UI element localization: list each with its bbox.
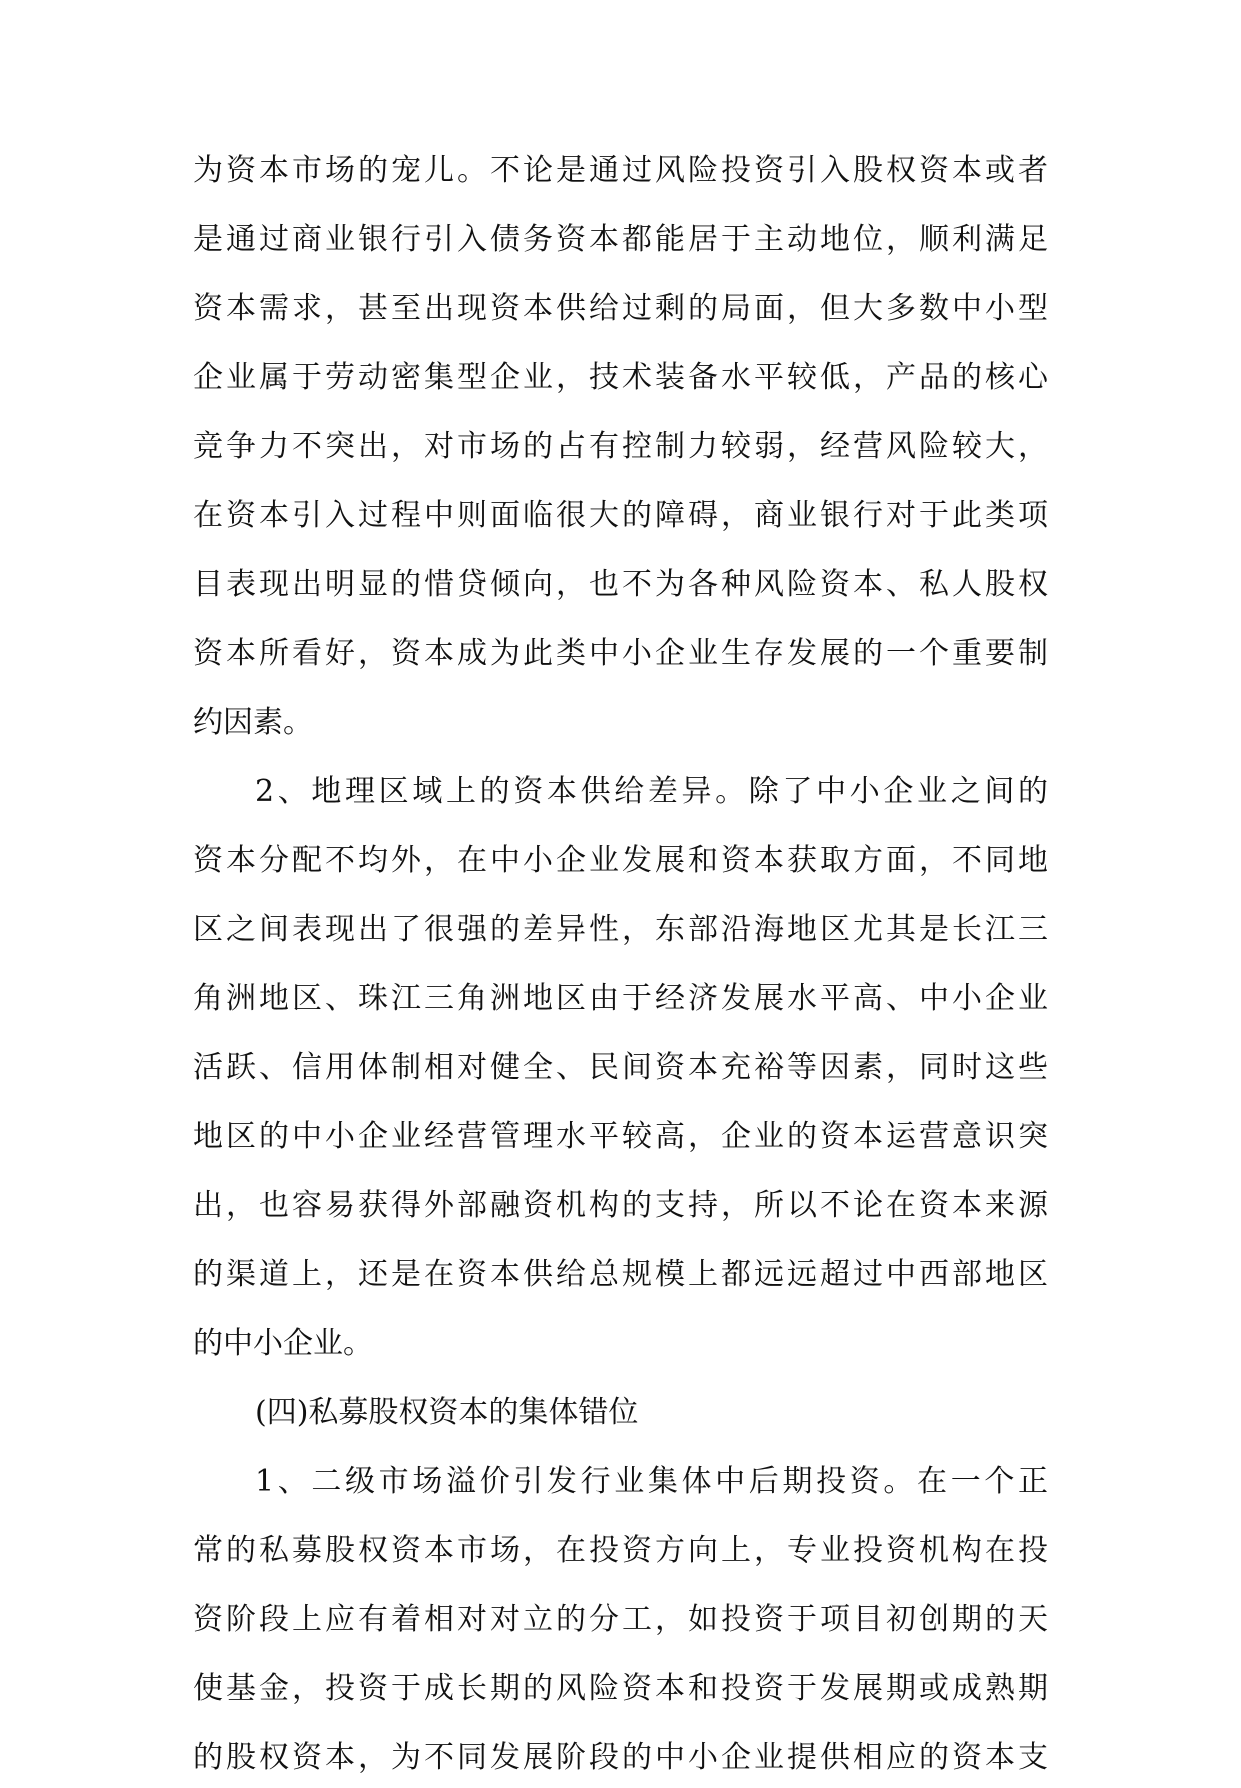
text-line: 资本需求，甚至出现资本供给过剩的局面，但大多数中小型	[193, 291, 1048, 326]
text-line: 地区的中小企业经营管理水平较高，企业的资本运营意识突	[193, 1119, 1048, 1154]
text-line: 竞争力不突出，对市场的占有控制力较弱，经营风险较大，	[193, 429, 1048, 464]
text-line: 为资本市场的宠儿。不论是通过风险投资引入股权资本或者	[193, 153, 1048, 188]
paragraph-first-line: 1、二级市场溢价引发行业集体中后期投资。在一个正	[255, 1464, 1048, 1499]
text-line: 的渠道上，还是在资本供给总规模上都远远超过中西部地区	[193, 1257, 1048, 1292]
text-line: 的中小企业。	[193, 1326, 373, 1361]
text-line: 约因素。	[193, 705, 313, 740]
text-line: 在资本引入过程中则面临很大的障碍，商业银行对于此类项	[193, 498, 1048, 533]
text-line: 活跃、信用体制相对健全、民间资本充裕等因素，同时这些	[193, 1050, 1048, 1085]
text-line: 是通过商业银行引入债务资本都能居于主动地位，顺利满足	[193, 222, 1048, 257]
text-line: 区之间表现出了很强的差异性，东部沿海地区尤其是长江三	[193, 912, 1048, 947]
text-line: 角洲地区、珠江三角洲地区由于经济发展水平高、中小企业	[193, 981, 1048, 1016]
text-line: 企业属于劳动密集型企业，技术装备水平较低，产品的核心	[193, 360, 1048, 395]
text-line: 出，也容易获得外部融资机构的支持，所以不论在资本来源	[193, 1188, 1048, 1223]
text-line: 使基金，投资于成长期的风险资本和投资于发展期或成熟期	[193, 1671, 1048, 1706]
text-line: 资本所看好，资本成为此类中小企业生存发展的一个重要制	[193, 636, 1048, 671]
text-line: 的股权资本，为不同发展阶段的中小企业提供相应的资本支	[193, 1740, 1048, 1775]
section-heading: (四)私募股权资本的集体错位	[255, 1395, 639, 1430]
text-line: 目表现出明显的惜贷倾向，也不为各种风险资本、私人股权	[193, 567, 1048, 602]
paragraph-first-line: 2、地理区域上的资本供给差异。除了中小企业之间的	[255, 774, 1048, 809]
text-line: 常的私募股权资本市场，在投资方向上，专业投资机构在投	[193, 1533, 1048, 1568]
text-line: 资阶段上应有着相对对立的分工，如投资于项目初创期的天	[193, 1602, 1048, 1637]
text-line: 资本分配不均外，在中小企业发展和资本获取方面，不同地	[193, 843, 1048, 878]
